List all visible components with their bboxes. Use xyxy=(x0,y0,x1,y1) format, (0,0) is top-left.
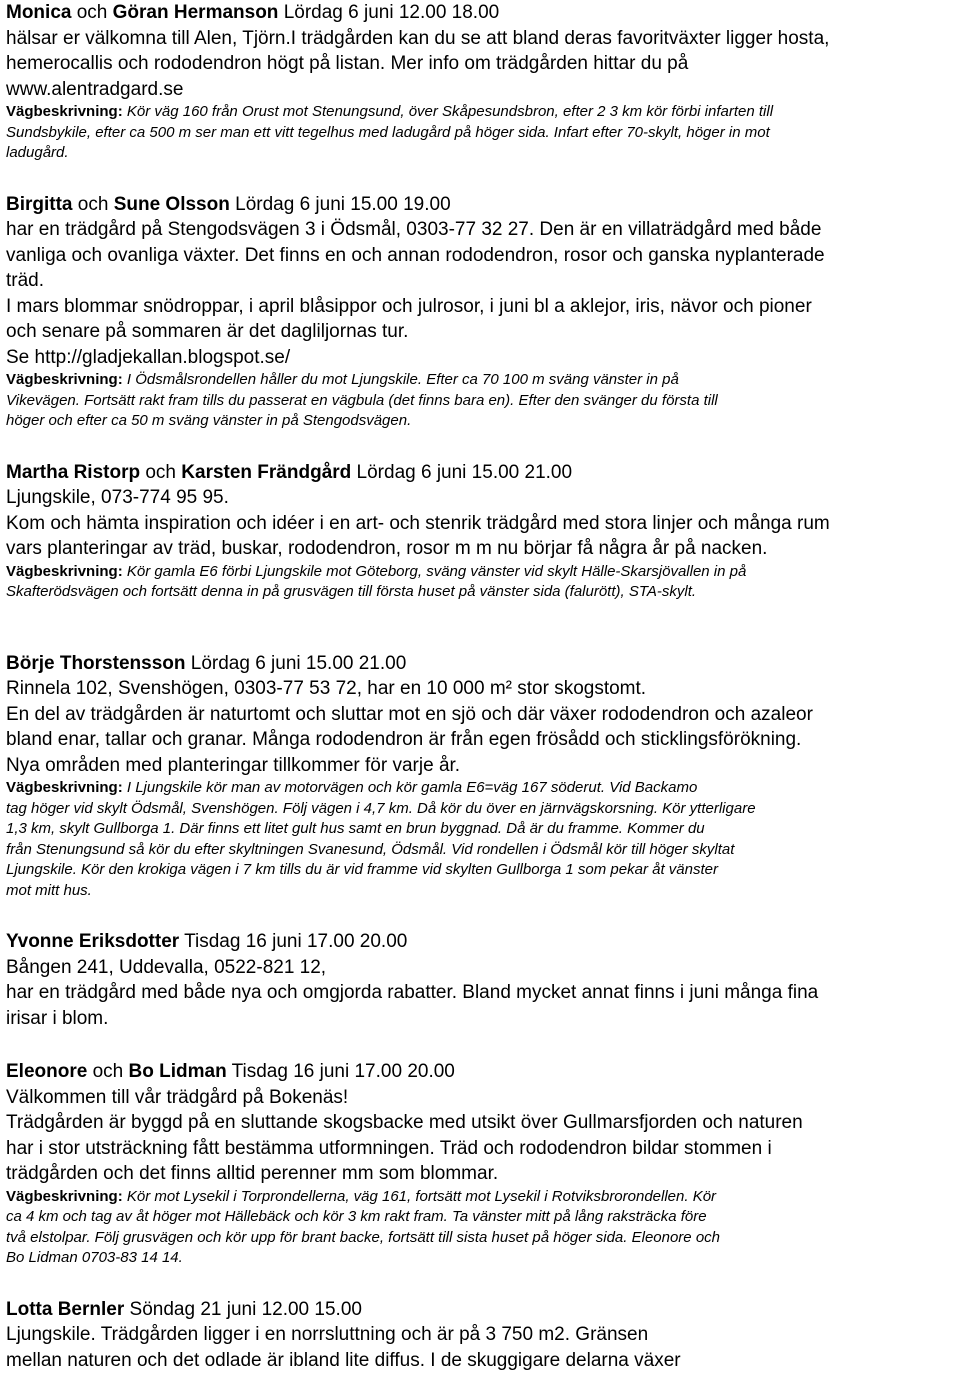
host-name: Göran Hermanson xyxy=(112,2,279,23)
directions-label: Vägbeskrivning: xyxy=(6,103,123,120)
body-line: Bången 241, Uddevalla, 0522-821 12, xyxy=(6,956,327,978)
opening-time: Lördag 6 juni 15.00 21.00 xyxy=(351,461,573,483)
heading-joiner: och xyxy=(72,193,114,215)
spacer xyxy=(6,1269,954,1297)
directions-line: Vägbeskrivning: Kör gamla E6 förbi Ljungskile mot Göteborg, sväng vänster vid skylt Hälle-Skarsjövallen in på xyxy=(6,562,747,580)
entry-heading xyxy=(6,192,954,218)
directions-line: Vägbeskrivning: I Ljungskile kör man av motorvägen och kör gamla E6=väg 167 söderut. Vid Backamo xyxy=(6,779,698,796)
website-link[interactable]: www.alentradgard.se xyxy=(6,78,184,100)
directions-line: från Stenungsund så kör du efter skyltningen Svanesund, Ödsmål. Vid rondellen i Ödsmål kör till höger skyltat xyxy=(6,840,735,858)
body-line: Kom och hämta inspiration och idéer i en art- och stenrik trädgård med stora linjer och många rum xyxy=(6,512,830,534)
garden-entry xyxy=(6,1059,954,1269)
body-line: Välkommen till vår trädgård på Bokenäs! xyxy=(6,1086,349,1108)
body-line: har en trädgård på Stengodsvägen 3 i Ödsmål, 0303-77 32 27. Den är en villaträdgård med både xyxy=(6,219,822,240)
host-name: Yvonne Eriksdotter xyxy=(6,931,180,952)
body-line: vars planteringar av träd, buskar, rododendron, rosor m m nu börjar få några år på nacken. xyxy=(6,538,768,559)
heading-joiner: och xyxy=(71,2,113,23)
directions-line: Vägbeskrivning: Kör väg 160 från Orust mot Stenungsund, över Skåpesundsbron, efter 2 3 km kör förbi infarten till xyxy=(6,103,774,120)
directions-line: Bo Lidman 0703-83 14 14. xyxy=(6,1249,183,1266)
body-line: I mars blommar snödroppar, i april blåsippor och julrosor, i juni bl a aklejor, iris, nävor och pioner xyxy=(6,295,812,317)
host-name: Martha Ristorp xyxy=(6,461,141,483)
body-line: Ljungskile. Trädgården ligger i en norrsluttning och är på 3 750 m2. Gränsen xyxy=(6,1324,649,1345)
entry-heading xyxy=(6,1059,954,1085)
spacer xyxy=(6,432,954,460)
opening-time: Lördag 6 juni 15.00 21.00 xyxy=(185,652,407,674)
directions-line: ladugård. xyxy=(6,144,69,161)
host-name: Sune Olsson xyxy=(113,193,230,215)
heading-joiner: och xyxy=(140,461,182,483)
opening-time: Tisdag 16 juni 17.00 20.00 xyxy=(226,1061,455,1082)
garden-entry xyxy=(6,192,954,432)
spacer xyxy=(6,901,954,929)
host-name: Monica xyxy=(6,2,72,23)
website-link[interactable]: Se http://gladjekallan.blogspot.se/ xyxy=(6,346,291,368)
directions-line: Vägbeskrivning: Kör mot Lysekil i Torprondellerna, väg 161, fortsätt mot Lysekil i Rotviksbrorondellen. Kör xyxy=(6,1187,717,1205)
body-line: irisar i blom. xyxy=(6,1007,109,1029)
opening-time: Lördag 6 juni 15.00 19.00 xyxy=(229,193,451,215)
body-line: vanliga och ovanliga växter. Det finns en och annan rododendron, rosor och ganska nyplanterade xyxy=(6,244,825,266)
spacer xyxy=(6,603,954,651)
directions-line: tag höger vid skylt Ödsmål, Svenshögen. Följ vägen i 4,7 km. Då kör du över en järnvägskorsning. Kör ytterligare xyxy=(6,799,756,817)
opening-time: Lördag 6 juni 12.00 18.00 xyxy=(278,2,500,23)
host-name: Lotta Bernler xyxy=(6,1298,125,1320)
opening-time: Tisdag 16 juni 17.00 20.00 xyxy=(179,931,408,952)
directions-line: Sundsbykile, efter ca 500 m ser man ett vitt tegelhus med ladugård på höger sida. Infart efter 70-skylt, höger in mot xyxy=(6,123,770,141)
host-name: Karsten Frändgård xyxy=(181,461,352,483)
directions-line: Vägbeskrivning: I Ödsmålsrondellen håller du mot Ljungskile. Efter ca 70 100 m sväng vänster in på xyxy=(6,371,679,388)
host-name: Birgitta xyxy=(6,193,73,215)
host-name: Eleonore xyxy=(6,1061,88,1082)
garden-entry xyxy=(6,651,954,902)
body-line: En del av trädgården är naturtomt och sluttar mot en sjö och där växer rododendron och azaleor xyxy=(6,703,813,725)
garden-entry xyxy=(6,460,954,603)
heading-joiner: och xyxy=(87,1061,129,1082)
body-line: bland enar, tallar och granar. Många rododendron är från egen frösådd och sticklingsförökning. xyxy=(6,729,802,750)
spacer xyxy=(6,164,954,192)
spacer xyxy=(6,1031,954,1059)
directions-label: Vägbeskrivning: xyxy=(6,371,123,388)
directions-label: Vägbeskrivning: xyxy=(6,779,123,796)
body-line: Nya områden med planteringar tillkommer för varje år. xyxy=(6,754,461,776)
body-line: hemerocallis och rododendron högt på listan. Mer info om trädgården hittar du på xyxy=(6,53,689,74)
directions-line: mot mitt hus. xyxy=(6,881,92,899)
garden-entry xyxy=(6,0,954,164)
directions-line: ca 4 km och tag av åt höger mot Hällebäck och kör 3 km rakt fram. Ta vänster mitt på lång raksträcka före xyxy=(6,1208,707,1225)
body-line: trädgården och det finns alltid perenner mm som blommar. xyxy=(6,1163,499,1184)
body-line: Trädgården är byggd på en sluttande skogsbacke med utsikt över Gullmarsfjorden och naturen xyxy=(6,1112,803,1133)
directions-line: Vikevägen. Fortsätt rakt fram tills du passerat en vägbula (det finns bara en). Efter den svänger du första till xyxy=(6,391,718,409)
opening-time: Söndag 21 juni 12.00 15.00 xyxy=(124,1298,362,1320)
garden-entry xyxy=(6,929,954,1031)
body-line: Rinnela 102, Svenshögen, 0303-77 53 72, har en 10 000 m² stor skogstomt. xyxy=(6,678,647,699)
host-name: Bo Lidman xyxy=(128,1061,227,1082)
entry-heading xyxy=(6,929,954,955)
directions-label: Vägbeskrivning: xyxy=(6,1187,123,1205)
directions-label: Vägbeskrivning: xyxy=(6,562,123,580)
body-line: hälsar er välkomna till Alen, Tjörn.I trädgården kan du se att bland deras favoritväxter ligger hosta, xyxy=(6,27,830,49)
entry-heading xyxy=(6,651,954,677)
directions-line: två elstolpar. Följ grusvägen och kör upp för brant backe, fortsätt till sista huset på höger sida. Eleonore och xyxy=(6,1228,721,1246)
entry-heading xyxy=(6,0,954,26)
directions-line: Ljungskile. Kör den krokiga vägen i 7 km tills du är vid framme vid skylten Gullborga 1 som pekar åt vänster xyxy=(6,861,718,878)
body-line: och senare på sommaren är det dagliljornas tur. xyxy=(6,321,409,342)
entry-heading xyxy=(6,1297,954,1323)
directions-line: Skafterödsvägen och fortsätt denna in på grusvägen till första huset på vänster sida (falurött), STA-skylt. xyxy=(6,583,697,600)
host-name: Börje Thorstensson xyxy=(6,652,186,674)
body-line: träd. xyxy=(6,270,45,291)
entry-heading xyxy=(6,460,954,486)
body-line: har i stor utsträckning fått bestämma utformningen. Träd och rododendron bildar stommen i xyxy=(6,1137,772,1159)
body-line: mellan naturen och det odlade är ibland lite diffus. I de skuggigare delarna växer xyxy=(6,1349,681,1371)
body-line: har en trädgård med både nya och omgjorda rabatter. Bland mycket annat finns i juni många fina xyxy=(6,982,819,1003)
directions-line: höger och efter ca 50 m sväng vänster in på Stengodsvägen. xyxy=(6,412,412,429)
garden-entry xyxy=(6,1297,954,1374)
directions-line: 1,3 km, skylt Gullborga 1. Där finns ett litet gult hus samt en brun byggnad. Då är du framme. Kommer du xyxy=(6,820,705,837)
body-line: Ljungskile, 073-774 95 95. xyxy=(6,487,229,508)
